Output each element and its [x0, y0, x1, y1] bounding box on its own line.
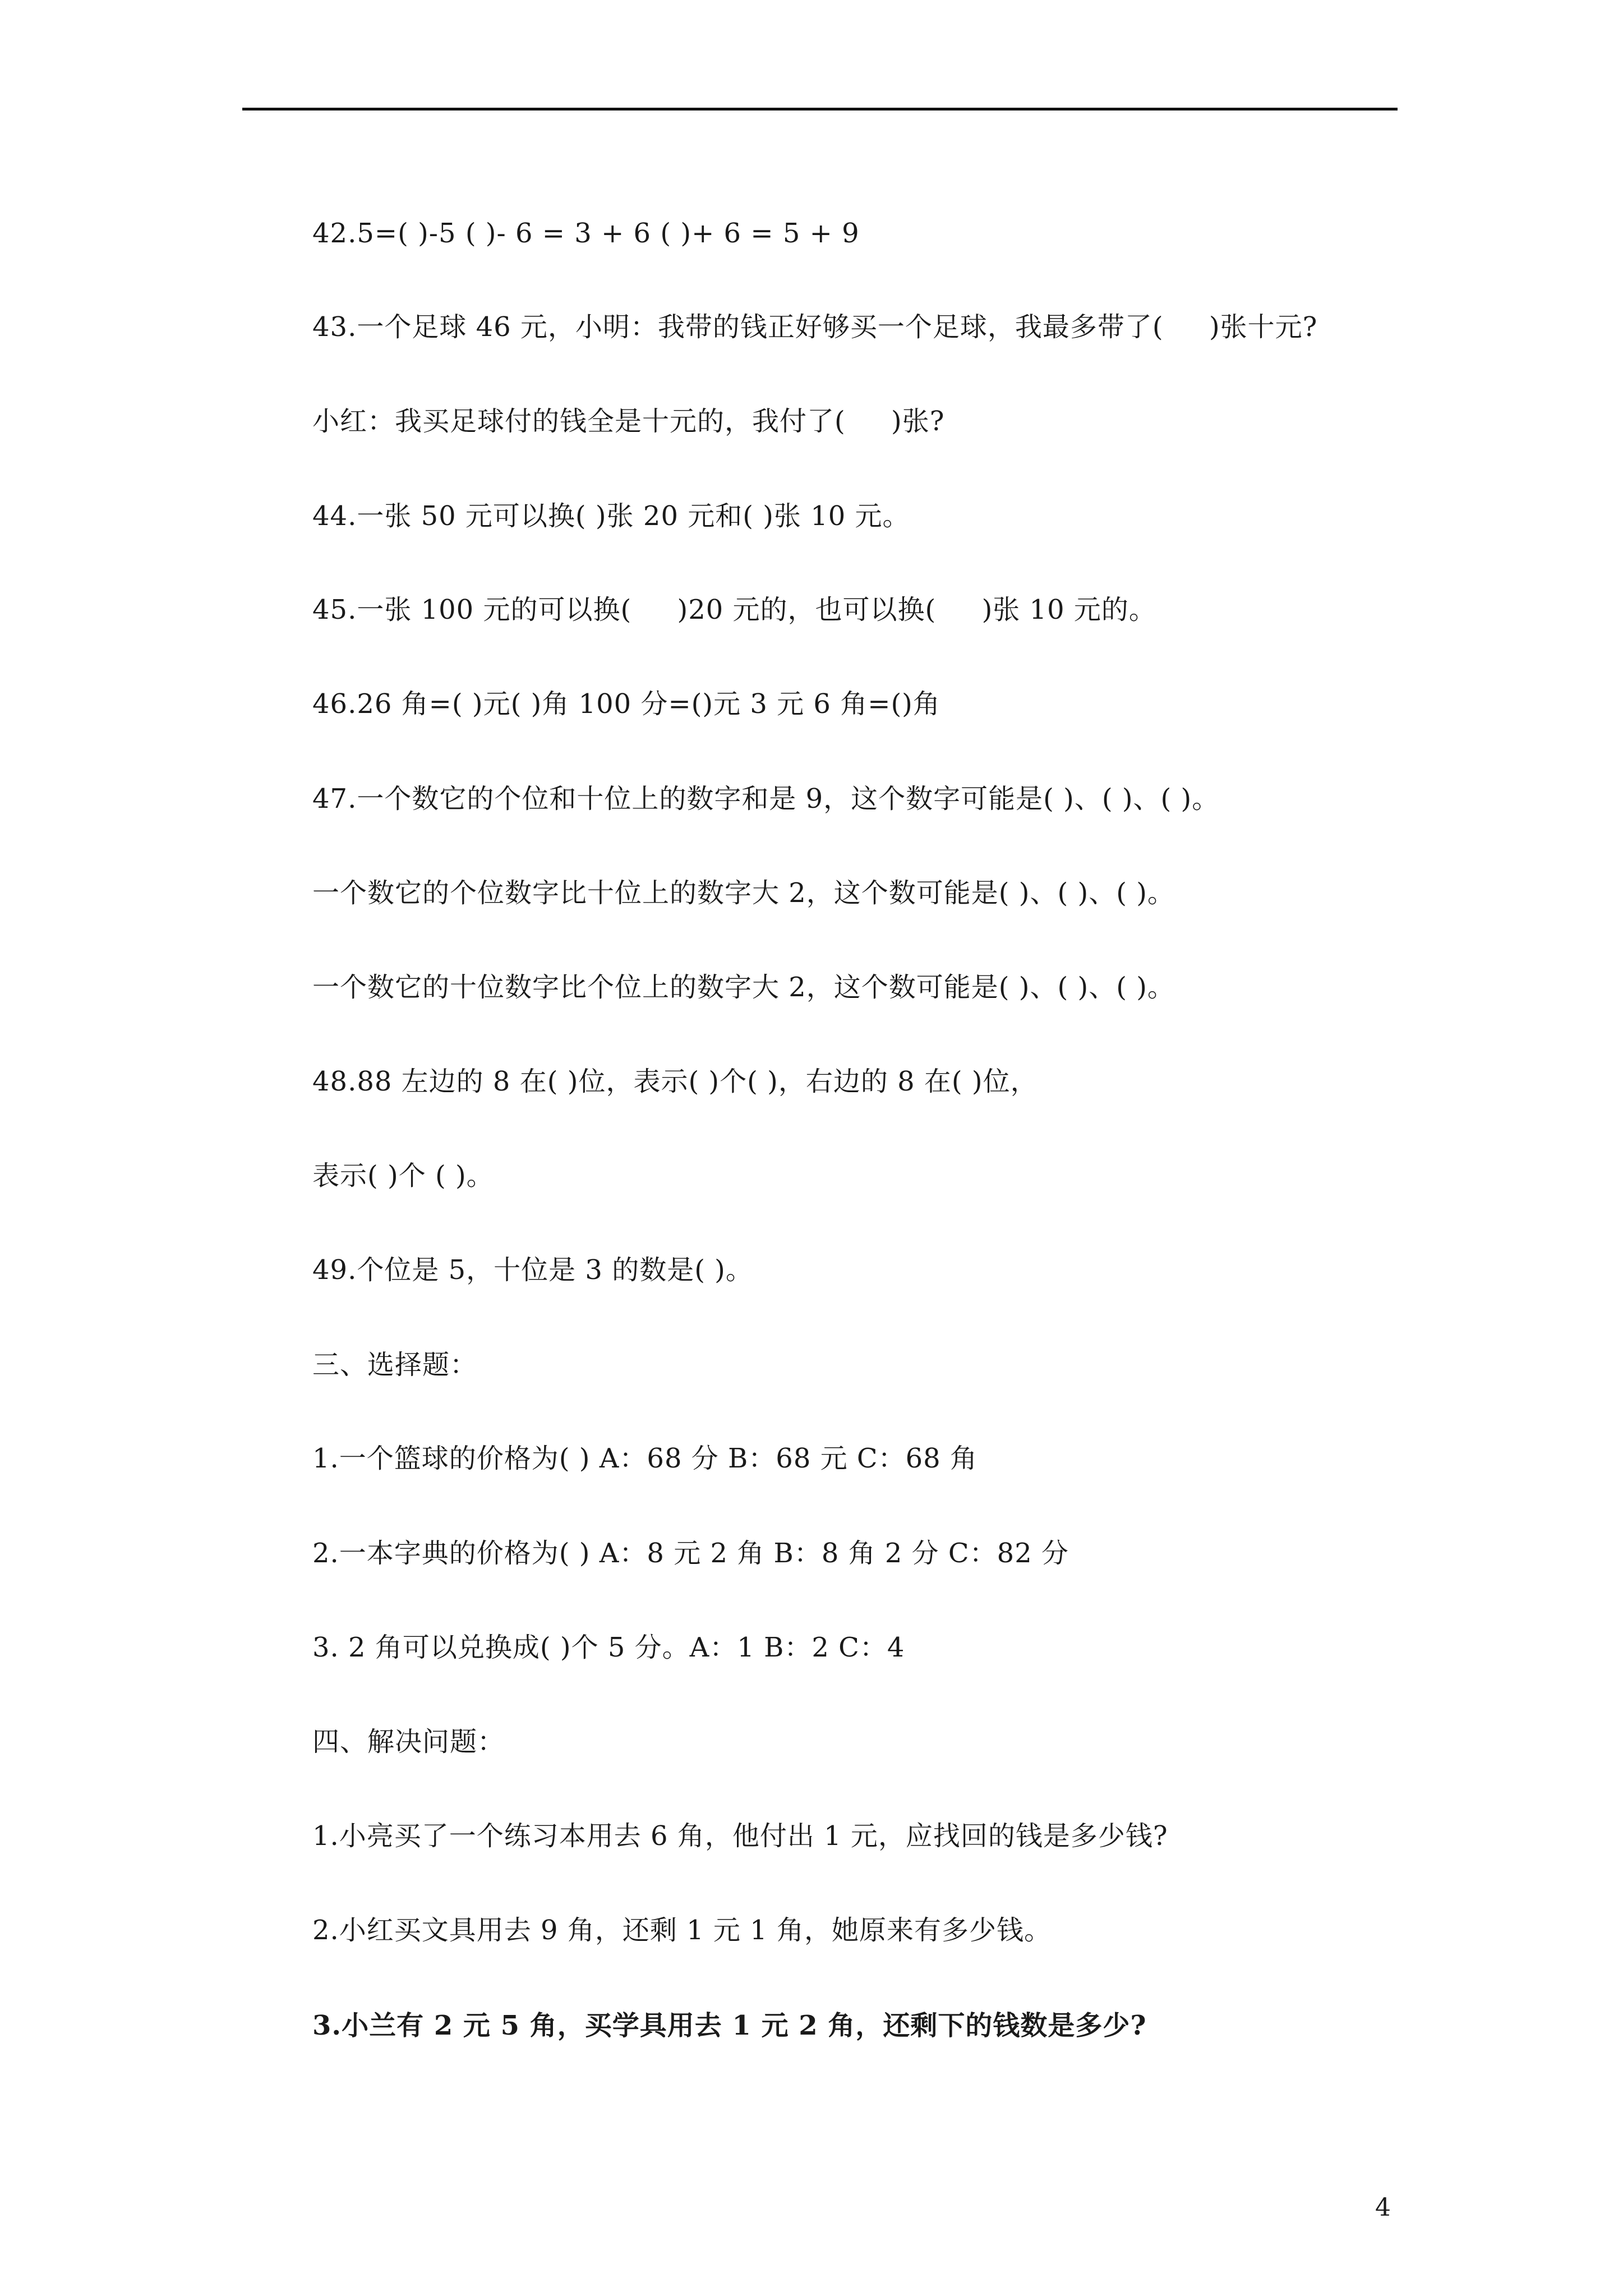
question-42: 42.5=( )-5 ( )- 6 = 3 + 6 ( )+ 6 = 5 + 9: [312, 218, 860, 249]
choice-question-3: 3. 2 角可以兑换成( )个 5 分。A：1 B：2 C：4: [312, 1632, 905, 1663]
choice-question-2: 2.一本字典的价格为( ) A：8 元 2 角 B：8 角 2 分 C：82 分: [312, 1538, 1069, 1569]
question-43-continued: 小红：我买足球付的钱全是十元的，我付了( )张?: [312, 406, 945, 437]
question-46: 46.26 角=( )元( )角 100 分=()元 3 元 6 角=()角: [312, 688, 940, 720]
question-48: 48.88 左边的 8 在( )位，表示( )个( )，右边的 8 在( )位，: [312, 1066, 1038, 1097]
problem-1: 1.小亮买了一个练习本用去 6 角，他付出 1 元，应找回的钱是多少钱?: [312, 1820, 1168, 1852]
problem-2: 2.小红买文具用去 9 角，还剩 1 元 1 角，她原来有多少钱。: [312, 1915, 1052, 1946]
question-48-continued: 表示( )个 ( )。: [312, 1160, 494, 1191]
section-heading-problems: 四、解决问题：: [312, 1726, 505, 1757]
question-49: 49.个位是 5，十位是 3 的数是( )。: [312, 1254, 753, 1286]
question-47-part-3: 一个数它的十位数字比个位上的数字大 2，这个数可能是( )、( )、( )。: [312, 972, 1175, 1003]
choice-question-1: 1.一个篮球的价格为( ) A：68 分 B：68 元 C：68 角: [312, 1443, 978, 1474]
header-rule: [242, 108, 1398, 111]
page-number: 4: [1375, 2193, 1391, 2222]
question-45: 45.一张 100 元的可以换( )20 元的，也可以换( )张 10 元的。: [312, 594, 1156, 625]
question-47: 47.一个数它的个位和十位上的数字和是 9，这个数字可能是( )、( )、( )。: [312, 783, 1220, 815]
problem-3: 3.小兰有 2 元 5 角，买学具用去 1 元 2 角，还剩下的钱数是多少?: [312, 2010, 1147, 2041]
question-43: 43.一个足球 46 元，小明：我带的钱正好够买一个足球，我最多带了( )张十元?: [312, 311, 1318, 343]
question-47-part-2: 一个数它的个位数字比十位上的数字大 2，这个数可能是( )、( )、( )。: [312, 877, 1175, 909]
question-44: 44.一张 50 元可以换( )张 20 元和( )张 10 元。: [312, 500, 910, 532]
section-heading-choice: 三、选择题：: [312, 1349, 478, 1381]
